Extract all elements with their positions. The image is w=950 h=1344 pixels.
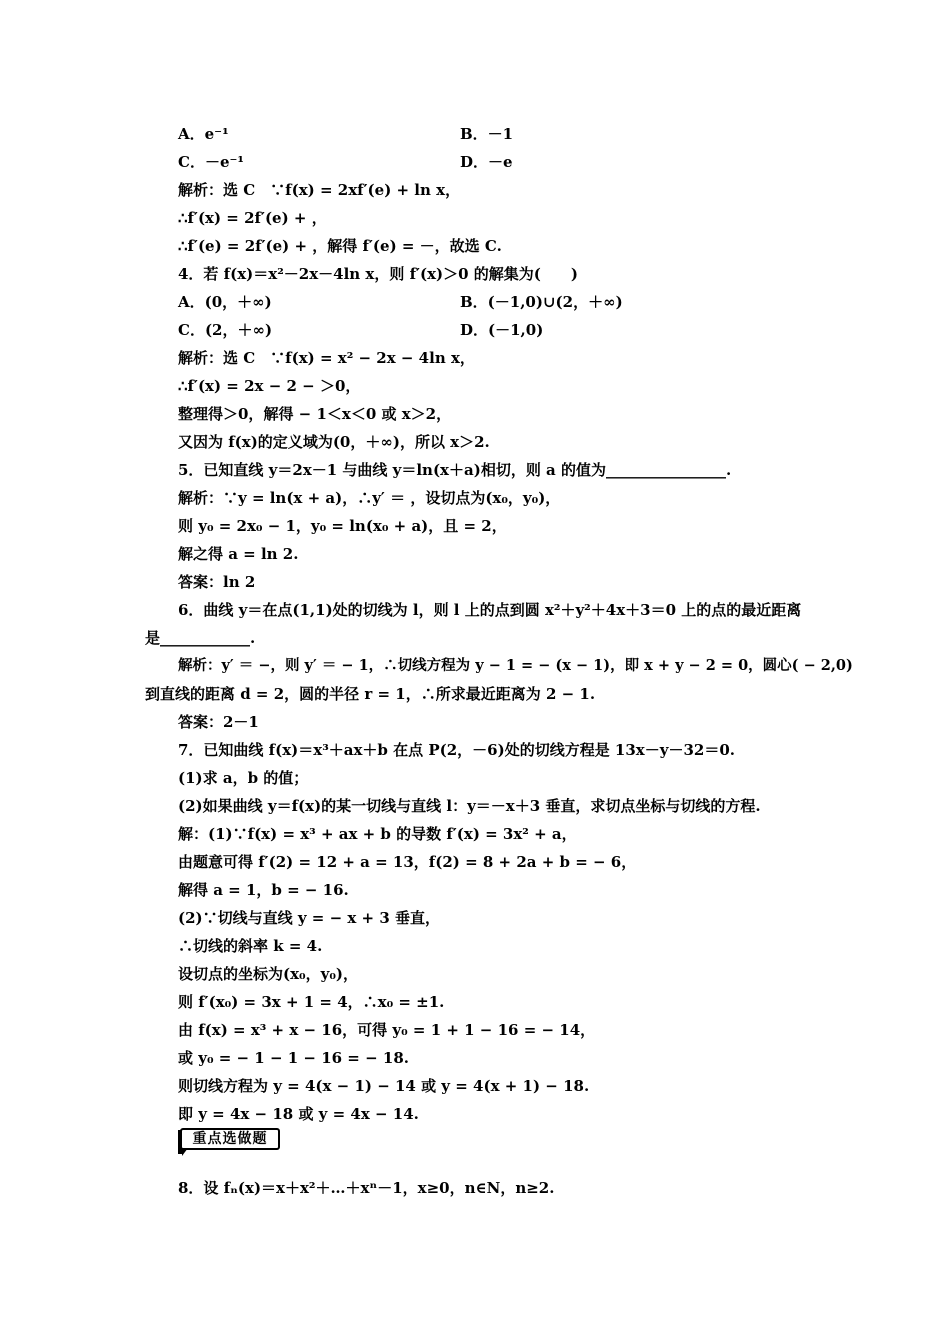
line-4d: D．(－1,0) [460, 321, 544, 339]
line-3d: D．－e [460, 153, 513, 171]
line-7-sol-3: 解得 a = 1，b = − 16. [178, 881, 349, 899]
badge-label: 重点选做题 [192, 1131, 268, 1147]
line-6-question-1: 6．曲线 y＝在点(1,1)处的切线为 l，则 l 上的点到圆 x²＋y²＋4x＋3＝0 上的点的最近距离 [178, 601, 802, 619]
line-6-sol-2: 到直线的距离 d = 2，圆的半径 r = 1，∴所求最近距离为 2 − 1. [145, 685, 596, 703]
line-7-sol-1: 解：(1)∵f(x) = x³ + ax + b 的导数 f′(x) = 3x² + a， [178, 825, 577, 843]
line-8-question: 8．设 fₙ(x)＝x＋x²＋…＋xⁿ－1，x≥0，n∈N，n≥2. [178, 1179, 555, 1197]
line-3-sol-3: ∴f′(e) = 2f′(e) + ，解得 f′(e) = －，故选 C. [178, 237, 502, 255]
line-7-sol-8: 由 f(x) = x³ + x − 16，可得 y₀ = 1 + 1 − 16 = − 14， [178, 1021, 596, 1039]
line-7-sol-6: 设切点的坐标为(x₀，y₀)， [178, 965, 358, 983]
line-6-question-2: 是____________. [145, 629, 256, 647]
line-7-sol-7: 则 f′(x₀) = 3x + 1 = 4，∴x₀ = ±1. [178, 993, 445, 1011]
line-7-sol-4: (2)∵切线与直线 y = − x + 3 垂直， [178, 909, 440, 927]
line-7-sol-10: 则切线方程为 y = 4(x − 1) − 14 或 y = 4(x + 1) − 18. [178, 1077, 590, 1095]
line-4-sol-2: ∴f′(x) = 2x − 2 − ＞0， [178, 377, 361, 395]
line-6-sol-1: 解析：y′ ＝ −，则 y′ ＝ − 1，∴切线方程为 y − 1 = − (x − 1)，即 x + y − 2 = 0，圆心( − 2,0) [178, 657, 853, 674]
line-7-question: 7．已知曲线 f(x)＝x³＋ax＋b 在点 P(2，－6)处的切线方程是 13x－y－32＝0. [178, 741, 735, 759]
line-3a: A．e⁻¹ [178, 125, 229, 143]
line-5-sol-1: 解析：∵y = ln(x + a)，∴y′ ＝ ，设切点为(x₀，y₀)， [178, 489, 561, 507]
line-7-part-2: (2)如果曲线 y＝f(x)的某一切线与直线 l：y＝－x＋3 垂直，求切点坐标与切线的方程. [178, 797, 761, 815]
line-3b: B．－1 [460, 125, 514, 143]
line-7-part-1: (1)求 a，b 的值； [178, 769, 309, 787]
line-4-sol-1: 解析：选 C ∵f(x) = x² − 2x − 4ln x， [178, 349, 475, 367]
line-5-question: 5．已知直线 y＝2x－1 与曲线 y＝ln(x＋a)相切，则 a 的值为________________. [178, 461, 732, 479]
line-7-sol-5: ∴切线的斜率 k = 4. [178, 937, 323, 955]
line-3c: C．－e⁻¹ [178, 153, 244, 171]
line-4b: B．(－1,0)∪(2，＋∞) [460, 293, 623, 311]
line-5-answer: 答案：ln 2 [178, 573, 256, 591]
line-4-sol-4: 又因为 f(x)的定义域为(0，＋∞)，所以 x＞2. [178, 433, 490, 451]
line-3-sol-1: 解析：选 C ∵f(x) = 2xf′(e) + ln x， [178, 181, 461, 199]
line-4c: C．(2，＋∞) [178, 321, 273, 339]
section-badge [178, 1128, 282, 1152]
line-5-sol-3: 解之得 a = ln 2. [178, 545, 299, 563]
line-7-sol-9: 或 y₀ = − 1 − 1 − 16 = − 18. [178, 1049, 409, 1067]
line-7-sol-11: 即 y = 4x − 18 或 y = 4x − 14. [178, 1105, 419, 1123]
line-4-question: 4．若 f(x)＝x²－2x－4ln x，则 f′(x)＞0 的解集为( ) [178, 265, 578, 283]
line-6-answer: 答案：2－1 [178, 713, 259, 731]
line-4-sol-3: 整理得＞0，解得 − 1＜x＜0 或 x＞2， [178, 405, 452, 423]
line-7-sol-2: 由题意可得 f′(2) = 12 + a = 13，f(2) = 8 + 2a + b = − 6， [178, 853, 637, 871]
line-4a: A．(0，＋∞) [178, 293, 272, 311]
badge-tail-decoration [182, 1148, 188, 1156]
line-3-sol-2: ∴f′(x) = 2f′(e) + ， [178, 209, 327, 227]
line-5-sol-2: 则 y₀ = 2x₀ − 1，y₀ = ln(x₀ + a)，且 = 2， [178, 517, 507, 535]
